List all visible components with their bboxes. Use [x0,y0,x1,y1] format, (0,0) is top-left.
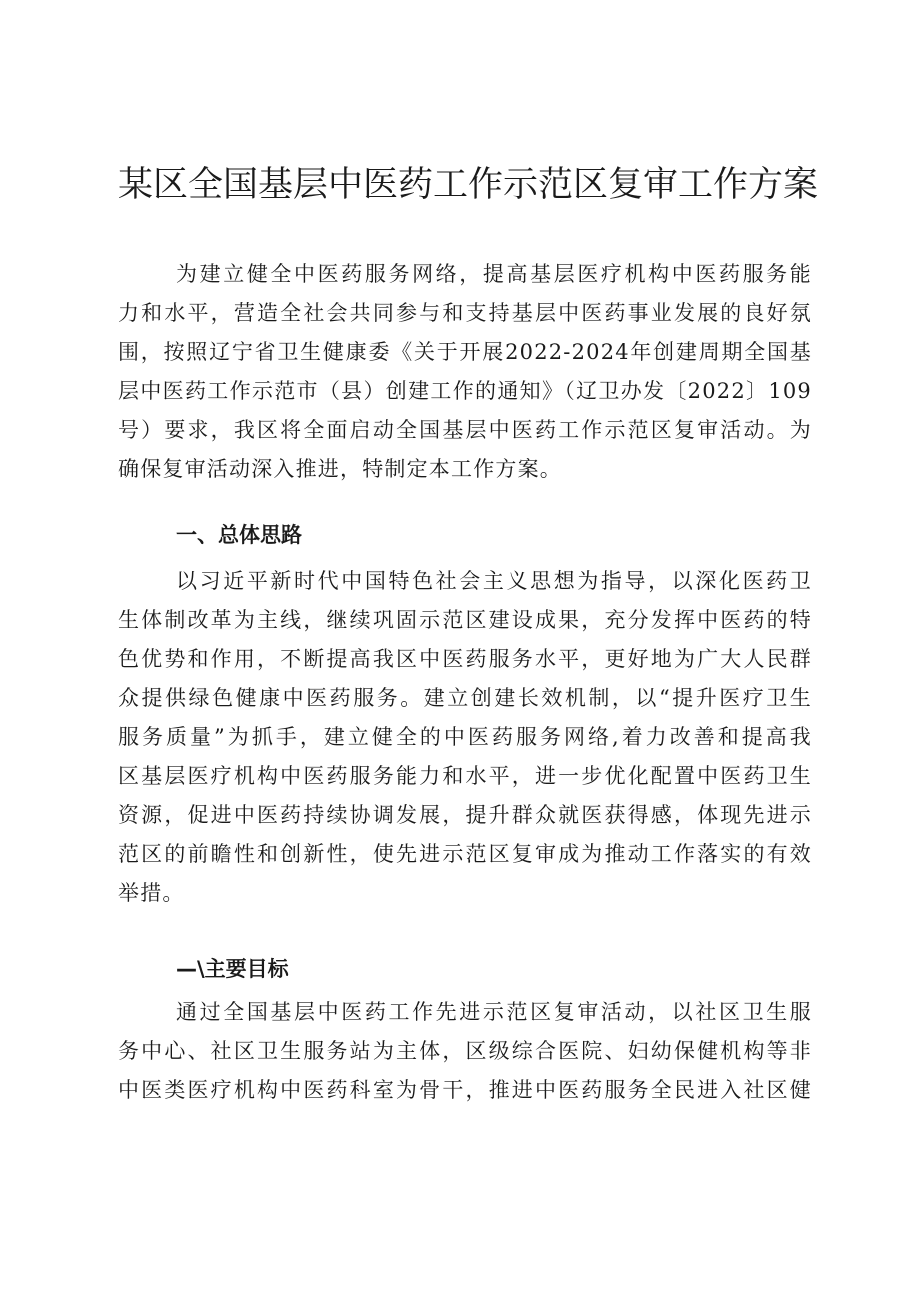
paragraph-line: 务中心、社区卫生服务站为主体，区级综合医院、妇幼保健机构等非 [118,1039,812,1063]
paragraph-line: 号）要求，我区将全面启动全国基层中医药工作示范区复审活动。为 [118,418,812,442]
paragraph-line: 范区的前瞻性和创新性，使先进示范区复审成为推动工作落实的有效 [118,842,812,866]
section1-paragraph [118,562,812,913]
paragraph-line: 力和水平，营造全社会共同参与和支持基层中医药事业发展的良好氛 [118,301,812,325]
paragraph-line: 举措。 [118,881,185,905]
paragraph-line: 众提供绿色健康中医药服务。建立创建长效机制，以“提升医疗卫生 [118,686,812,710]
paragraph-line: 通过全国基层中医药工作先进示范区复审活动，以社区卫生服 [176,1000,812,1024]
document-title: 某区全国基层中医药工作示范区复审工作方案 [118,165,819,205]
paragraph-line: 层中医药工作示范市（县）创建工作的通知》（辽卫办发〔2022〕109 [118,379,812,403]
paragraph-line: 资源，促进中医药持续协调发展，提升群众就医获得感，体现先进示 [118,803,812,827]
section-heading-main-goals: —\主要目标 [176,957,289,981]
paragraph-line: 生体制改革为主线，继续巩固示范区建设成果，充分发挥中医药的特 [118,608,812,632]
paragraph-line: 以习近平新时代中国特色社会主义思想为指导，以深化医药卫 [176,569,812,593]
paragraph-line: 区基层医疗机构中医药服务能力和水平，进一步优化配置中医药卫生 [118,764,812,788]
paragraph-line: 为建立健全中医药服务网络，提高基层医疗机构中医药服务能 [176,262,812,286]
paragraph-line: 色优势和作用，不断提高我区中医药服务水平，更好地为广大人民群 [118,647,812,671]
paragraph-line: 围，按照辽宁省卫生健康委《关于开展2022-2024年创建周期全国基 [118,340,812,364]
intro-paragraph [118,255,812,489]
paragraph-line: 服务质量”为抓手，建立健全的中医药服务网络,着力改善和提高我 [118,725,812,749]
section2-paragraph [118,993,812,1110]
paragraph-line: 中医类医疗机构中医药科室为骨干，推进中医药服务全民进入社区健 [118,1078,812,1102]
paragraph-line: 确保复审活动深入推进，特制定本工作方案。 [118,457,562,481]
section-heading-overall-approach: 一、总体思路 [176,523,302,547]
